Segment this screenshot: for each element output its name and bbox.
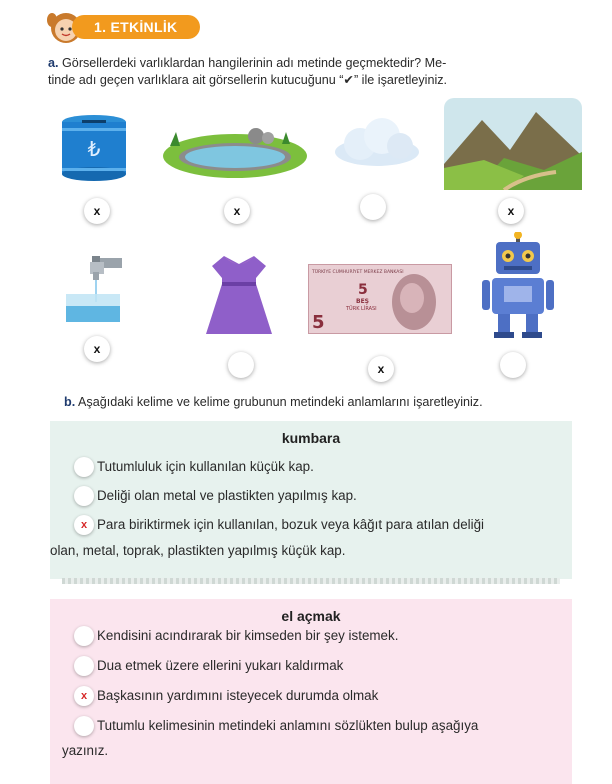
option-circle-el-acmak-2[interactable] xyxy=(74,656,94,676)
checkbox-tap[interactable]: x xyxy=(84,336,110,362)
part-b-letter: b. xyxy=(64,395,76,409)
banknote-header: TÜRKİYE CUMHURİYET MERKEZ BANKASI xyxy=(312,270,404,275)
option-el-acmak-1 xyxy=(74,626,562,646)
instruction-a-line1 xyxy=(48,55,446,72)
item-robot xyxy=(482,232,554,340)
item-coin-bank xyxy=(58,112,130,184)
water-tap-icon xyxy=(64,254,124,324)
option-el-acmak-4 xyxy=(74,716,562,736)
option-circle-el-acmak-3[interactable]: x xyxy=(74,686,94,706)
item-tap xyxy=(64,254,124,324)
banknote-icon xyxy=(308,264,452,334)
robot-icon xyxy=(482,232,554,340)
option-text-el-acmak-2: Dua etmek üzere ellerini yukarı kaldırmak xyxy=(97,658,344,673)
banknote-value-bottom: 5 xyxy=(312,312,325,333)
option-text-el-acmak-1: Kendisini acındırarak bir kimseden bir şey istemek. xyxy=(97,628,399,643)
option-text-kumbara-3: Para biriktirmek için kullanılan, bozuk veya kâğıt para atılan deliği xyxy=(97,517,485,532)
banknote-currency: TÜRK LİRASI xyxy=(346,306,377,312)
purple-dress-icon xyxy=(200,250,278,338)
svg-text:₺: ₺ xyxy=(87,137,101,161)
option-circle-kumbara-1[interactable] xyxy=(74,457,94,477)
instruction-b-text: Aşağıdaki kelime ve kelime grubunun metindeki anlamlarını işaretleyiniz. xyxy=(75,395,483,409)
option-text-kumbara-1: Tutumluluk için kullanılan küçük kap. xyxy=(97,459,314,474)
checkbox-coin-bank[interactable]: x xyxy=(84,198,110,224)
option-circle-el-acmak-4[interactable] xyxy=(74,716,94,736)
option-kumbara-2 xyxy=(74,486,562,506)
activity-badge xyxy=(42,6,202,42)
option-text-kumbara-3-cont: olan, metal, toprak, plastikten yapılmış küçük kap. xyxy=(50,543,346,558)
word-box-kumbara xyxy=(50,421,572,579)
cloud-icon xyxy=(330,116,424,168)
option-kumbara-3 xyxy=(74,515,562,535)
option-text-kumbara-2: Deliği olan metal ve plastikten yapılmış kap. xyxy=(97,488,357,503)
word-title-el-acmak: el açmak xyxy=(281,608,341,624)
pond-icon xyxy=(160,120,310,182)
option-circle-kumbara-3[interactable]: x xyxy=(74,515,94,535)
instruction-a-text1: Görsellerdeki varlıklardan hangilerinin adı metinde geçmektedir? Me- xyxy=(58,56,447,70)
banknote-word: BEŞ xyxy=(356,298,369,305)
option-circle-kumbara-2[interactable] xyxy=(74,486,94,506)
word-title-kumbara: kumbara xyxy=(281,430,341,446)
option-text-el-acmak-4: Tutumlu kelimesinin metindeki anlamını sözlükten bulup aşağıya xyxy=(97,718,479,733)
checkbox-dress[interactable] xyxy=(228,352,254,378)
item-landscape xyxy=(444,98,582,190)
instruction-b xyxy=(64,394,483,411)
option-text-el-acmak-4-cont: yazınız. xyxy=(62,743,109,758)
option-kumbara-1 xyxy=(74,457,562,477)
option-el-acmak-3 xyxy=(74,686,562,706)
activity-title: 1. ETKİNLİK xyxy=(72,15,200,39)
checkbox-robot[interactable] xyxy=(500,352,526,378)
banknote-value-top: 5 xyxy=(358,282,368,298)
checkbox-banknote[interactable]: x xyxy=(368,356,394,382)
item-pond xyxy=(160,120,310,182)
option-circle-el-acmak-1[interactable] xyxy=(74,626,94,646)
item-banknote xyxy=(308,264,452,334)
coin-bank-icon xyxy=(58,112,130,184)
mountain-landscape-icon xyxy=(444,98,582,190)
item-dress xyxy=(200,250,278,338)
instruction-a-text2: tinde adı geçen varlıklara ait görsellerin kutucuğunu “✔” ile işaretleyiniz. xyxy=(48,73,448,87)
item-cloud xyxy=(330,116,424,168)
part-a-letter: a. xyxy=(48,56,59,70)
option-el-acmak-2 xyxy=(74,656,562,676)
checkbox-cloud[interactable] xyxy=(360,194,386,220)
option-text-el-acmak-3: Başkasının yardımını isteyecek durumda olmak xyxy=(97,688,379,703)
word-box-el-acmak xyxy=(50,599,572,784)
checkbox-landscape[interactable]: x xyxy=(498,198,524,224)
divider xyxy=(62,578,560,584)
checkbox-pond[interactable]: x xyxy=(224,198,250,224)
